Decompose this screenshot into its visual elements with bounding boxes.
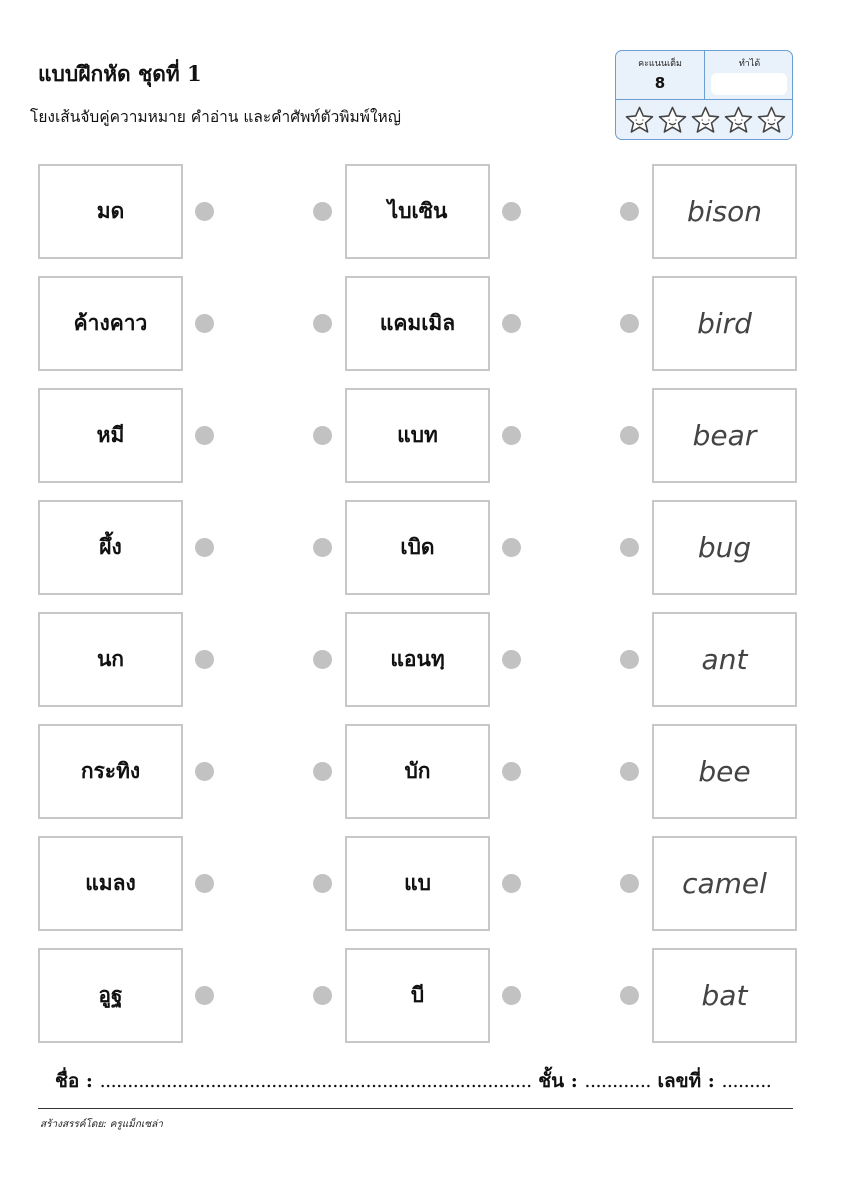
name-label: ชื่อ : — [55, 1070, 93, 1092]
reading-right-connector-dot[interactable] — [502, 762, 521, 781]
word-card: bison — [652, 164, 797, 259]
meaning-connector-dot[interactable] — [195, 314, 214, 333]
star-icon[interactable] — [624, 105, 655, 136]
word-card: bear — [652, 388, 797, 483]
star-icon[interactable] — [657, 105, 688, 136]
matching-row — [0, 276, 842, 371]
meaning-card: ผึ้ง — [38, 500, 183, 595]
matching-row — [0, 612, 842, 707]
reading-card: บัก — [345, 724, 490, 819]
earned-score-field[interactable] — [711, 73, 787, 95]
reading-left-connector-dot[interactable] — [313, 650, 332, 669]
reading-left-connector-dot[interactable] — [313, 426, 332, 445]
word-connector-dot[interactable] — [620, 650, 639, 669]
meaning-card: มด — [38, 164, 183, 259]
star-rating — [616, 99, 793, 140]
reading-card: ไบเซิน — [345, 164, 490, 259]
reading-card: แบ — [345, 836, 490, 931]
meaning-connector-dot[interactable] — [195, 426, 214, 445]
reading-card: แคมเมิล — [345, 276, 490, 371]
reading-right-connector-dot[interactable] — [502, 538, 521, 557]
page-title: แบบฝึกหัด ชุดที่ 1 — [38, 61, 202, 86]
word-card: bee — [652, 724, 797, 819]
meaning-connector-dot[interactable] — [195, 650, 214, 669]
meaning-connector-dot[interactable] — [195, 986, 214, 1005]
matching-row — [0, 500, 842, 595]
reading-left-connector-dot[interactable] — [313, 202, 332, 221]
reading-right-connector-dot[interactable] — [502, 314, 521, 333]
full-score-value: 8 — [654, 74, 666, 92]
full-score-label: คะแนนเต็ม — [638, 59, 682, 69]
word-connector-dot[interactable] — [620, 202, 639, 221]
reading-left-connector-dot[interactable] — [313, 986, 332, 1005]
full-score — [616, 51, 705, 99]
meaning-connector-dot[interactable] — [195, 202, 214, 221]
word-connector-dot[interactable] — [620, 426, 639, 445]
meaning-card: อูฐ — [38, 948, 183, 1043]
meaning-card: นก — [38, 612, 183, 707]
reading-card: เบิด — [345, 500, 490, 595]
instructions: โยงเส้นจับคู่ความหมาย คำอ่าน และคำศัพท์ตัวพิมพ์ใหญ่ — [30, 108, 401, 126]
reading-card: บี — [345, 948, 490, 1043]
reading-right-connector-dot[interactable] — [502, 202, 521, 221]
reading-right-connector-dot[interactable] — [502, 650, 521, 669]
earned-score — [705, 51, 793, 99]
star-icon[interactable] — [690, 105, 721, 136]
number-label: เลขที่ : — [657, 1070, 715, 1092]
meaning-card: หมี — [38, 388, 183, 483]
word-card: bug — [652, 500, 797, 595]
reading-right-connector-dot[interactable] — [502, 426, 521, 445]
reading-left-connector-dot[interactable] — [313, 874, 332, 893]
word-connector-dot[interactable] — [620, 762, 639, 781]
meaning-connector-dot[interactable] — [195, 538, 214, 557]
word-connector-dot[interactable] — [620, 538, 639, 557]
student-info-line — [55, 1066, 771, 1096]
earned-score-label: ทำได้ — [738, 59, 761, 69]
meaning-card: ค้างคาว — [38, 276, 183, 371]
reading-card: แบท — [345, 388, 490, 483]
class-label: ชั้น : — [538, 1070, 578, 1092]
reading-left-connector-dot[interactable] — [313, 538, 332, 557]
meaning-card: กระทิง — [38, 724, 183, 819]
meaning-connector-dot[interactable] — [195, 762, 214, 781]
number-field[interactable]: ......... — [721, 1070, 772, 1092]
word-connector-dot[interactable] — [620, 874, 639, 893]
meaning-card: แมลง — [38, 836, 183, 931]
credit-text: สร้างสรรค์โดย: ครูแม็กเซล่า — [40, 1119, 163, 1130]
matching-row — [0, 164, 842, 259]
meaning-connector-dot[interactable] — [195, 874, 214, 893]
word-connector-dot[interactable] — [620, 986, 639, 1005]
word-card: bat — [652, 948, 797, 1043]
class-field[interactable]: ............ — [584, 1070, 651, 1092]
score-box — [615, 50, 793, 140]
matching-row — [0, 724, 842, 819]
reading-left-connector-dot[interactable] — [313, 314, 332, 333]
matching-row — [0, 836, 842, 931]
matching-row — [0, 948, 842, 1043]
star-icon[interactable] — [756, 105, 787, 136]
reading-right-connector-dot[interactable] — [502, 986, 521, 1005]
name-field[interactable]: .............................................................................. — [99, 1070, 532, 1092]
matching-row — [0, 388, 842, 483]
word-card: camel — [652, 836, 797, 931]
star-icon[interactable] — [723, 105, 754, 136]
reading-left-connector-dot[interactable] — [313, 762, 332, 781]
word-connector-dot[interactable] — [620, 314, 639, 333]
footer-divider — [38, 1108, 793, 1109]
reading-right-connector-dot[interactable] — [502, 874, 521, 893]
word-card: bird — [652, 276, 797, 371]
reading-card: แอนทฺ — [345, 612, 490, 707]
word-card: ant — [652, 612, 797, 707]
